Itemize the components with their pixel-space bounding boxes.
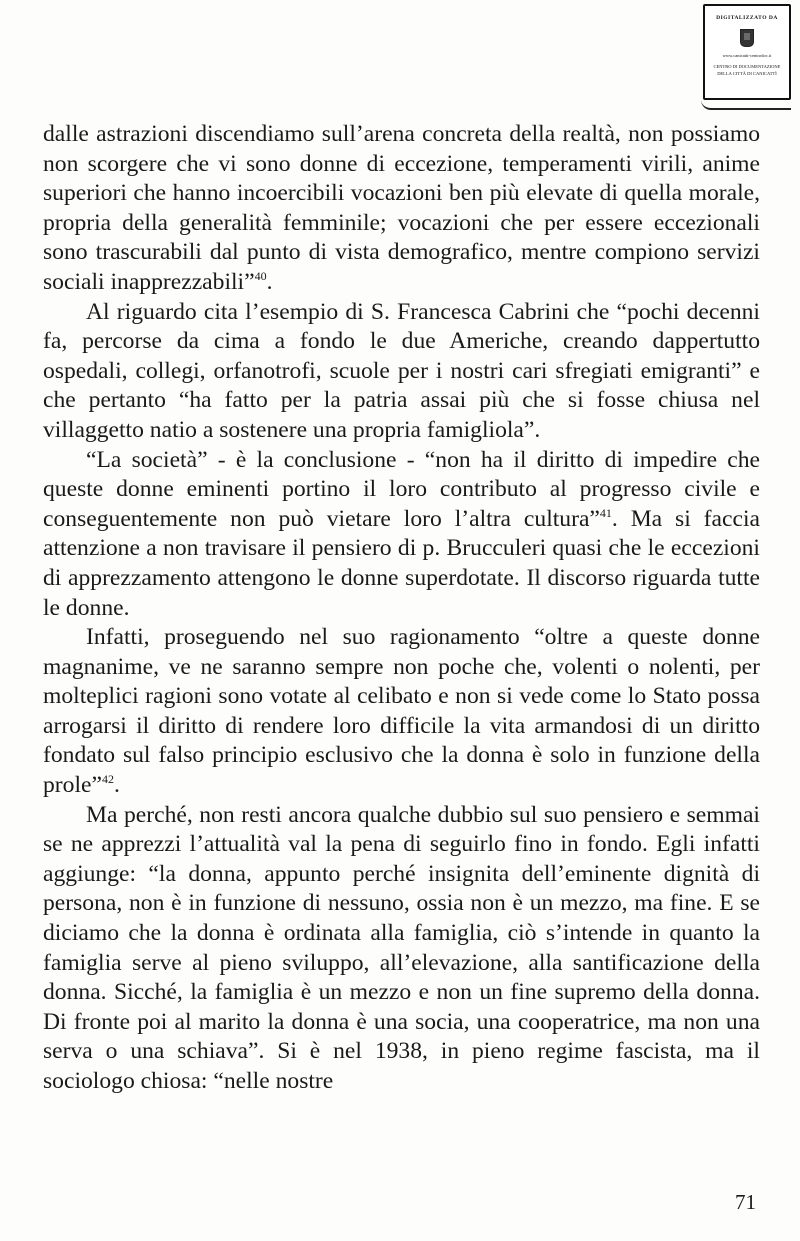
paragraph-text: Al riguardo cita l’esempio di S. Francesca Cabrini che “pochi decenni fa, percorse da cima a fondo le due Americhe, creando dappertutto ospedali, collegi, orfanotrofi, scuole per i nostri cari sfregiati emigranti” e che pertanto “ha fatto per la patria assai più che si fosse chiusa nel villaggetto natio a sostenere una propria famigliola”. — [43, 298, 760, 443]
footnote-ref: 40 — [254, 268, 267, 283]
stamp-border-curl — [701, 96, 791, 110]
paragraph-text: dalle astrazioni discendiamo sull’arena concreta della realtà, non possiamo non scorgere che vi sono donne di eccezione, temperamenti virili, anime superiori che hanno incoercibili vocazioni ben più elevate di quella morale, propria della generalità femminile; vocazioni che per essere eccezionali sono trascurabili dal punto di vista demografico, mentre compiono servizi sociali inapprezzabili” — [43, 121, 760, 295]
footnote-ref: 42 — [101, 772, 114, 787]
body-text — [43, 120, 760, 1097]
footnote-ref: 41 — [599, 505, 612, 520]
paragraph — [43, 623, 760, 801]
city-crest-icon — [740, 29, 754, 47]
paragraph-text: Infatti, proseguendo nel suo ragionamento “oltre a queste donne magnanime, ve ne saranno sempre non poche che, volenti o nolenti, per molteplici ragioni sono votate al celibato e non si vede come lo Stato possa arrogarsi il diritto di rendere loro difficile la vita armandosi di un diritto fondato sul falso principio esclusivo che la donna è solo in funzione della prole” — [43, 624, 760, 799]
paragraph — [43, 446, 760, 624]
paragraph — [43, 801, 760, 1097]
stamp-url: www.canicatti-centrodoc.it — [722, 53, 772, 58]
paragraph-continuation — [43, 120, 760, 298]
paragraph-text-tail: . Ma si faccia attenzione a non travisare il pensiero di p. Brucculeri quasi che le eccezioni di apprezzamento attengono le donne superdotate. Il discorso riguarda tutte le donne. — [43, 505, 760, 621]
paragraph-text: “La società” - è la conclusione - “non ha il diritto di impedire che queste donne eminenti portino il loro contributo al progresso civile e conseguentemente non può vietare loro l’altra cultura” — [43, 446, 760, 532]
stamp-line-2: DELLA CITTÀ DI CANICATTÌ — [717, 71, 777, 76]
stamp-line-1: CENTRO DI DOCUMENTAZIONE — [713, 64, 781, 69]
paragraph-text: Ma perché, non resti ancora qualche dubbio sul suo pensiero e semmai se ne apprezzi l’attualità val la pena di seguirlo fino in fondo. Egli infatti aggiunge: “la donna, appunto perché insignita dell’eminente dignità di persona, non è in funzione di nessuno, ossia non è un mezzo, ma fine. E se diciamo che la donna è ordinata alla famiglia, ciò s’intende in quanto la famiglia serve al pieno sviluppo, all’elevazione, alla santificazione della donna. Sicché, la famiglia è un mezzo e non un fine supremo della donna. Di fronte poi al marito la donna è una socia, una cooperatrice, ma non una serva o una schiava”. Si è nel 1938, in pieno regime fascista, ma il sociologo chiosa: “nelle nostre — [43, 801, 760, 1094]
paragraph — [43, 298, 760, 446]
paragraph-text-tail: . — [113, 772, 120, 799]
paragraph-text-tail: . — [266, 268, 273, 295]
digitization-stamp — [703, 4, 791, 100]
stamp-title: DIGITALIZZATO DA — [716, 15, 778, 21]
page-number: 71 — [735, 1190, 756, 1214]
